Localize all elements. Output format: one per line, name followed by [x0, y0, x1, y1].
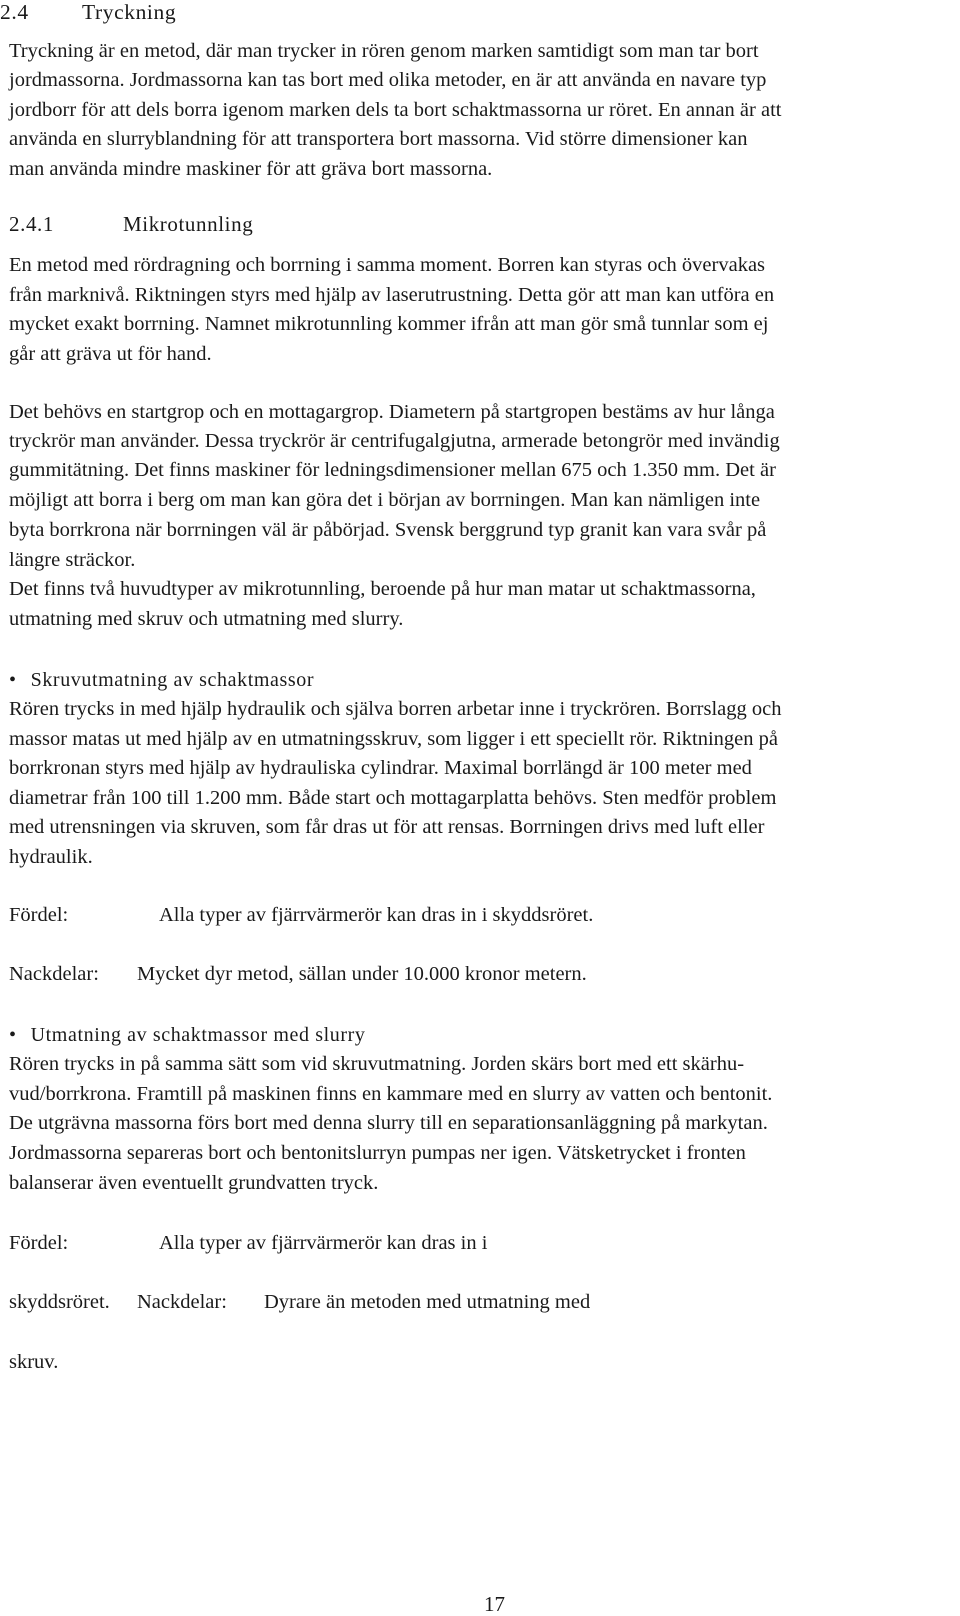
- nackdel-label: Nackdelar:: [137, 1291, 227, 1313]
- text-line: diametrar från 100 till 1.200 mm. Både start och mottagarplatta behövs. Sten medför problem: [9, 787, 777, 809]
- subsection-heading: [9, 212, 254, 236]
- text-line: massor matas ut med hjälp av en utmatningsskruv, som ligger i ett speciellt rör. Riktningen på: [9, 728, 778, 750]
- text-line: En metod med rördragning och borrning i samma moment. Borren kan styras och övervakas: [9, 254, 766, 276]
- nackdel-continuation: skruv.: [9, 1351, 59, 1373]
- fordel-text: Alla typer av fjärrvärmerör kan dras in i skyddsröret.: [159, 904, 594, 926]
- text-line: mycket exakt borrning. Namnet mikrotunnling kommer ifrån att man gör små tunnlar som ej: [9, 313, 769, 335]
- text-line: Det finns två huvudtyper av mikrotunnling, beroende på hur man matar ut schaktmassorna,: [9, 578, 756, 600]
- text-line: jordmassorna. Jordmassorna kan tas bort med olika metoder, en är att använda en navare typ: [9, 69, 767, 91]
- fordel-continuation: skyddsröret.: [9, 1291, 110, 1313]
- bullet-icon: •: [9, 669, 17, 691]
- section-heading: [0, 0, 177, 24]
- text-line: Jordmassorna separeras bort och bentonitslurryn pumpas ner igen. Vätsketrycket i fronten: [9, 1142, 746, 1164]
- fordel-label: Fördel:: [9, 1232, 69, 1254]
- text-line: möjligt att borra i berg om man kan göra det i början av borrningen. Man kan nämligen inte: [9, 489, 761, 511]
- text-line: gummitätning. Det finns maskiner för ledningsdimensioner mellan 675 och 1.350 mm. Det är: [9, 459, 776, 481]
- section-number: 2.4: [0, 0, 29, 24]
- text-line: Tryckning är en metod, där man trycker in rören genom marken samtidigt som man tar bort: [9, 40, 759, 62]
- text-line: utmatning med skruv och utmatning med slurry.: [9, 608, 404, 630]
- text-line: vud/borrkrona. Framtill på maskinen finns en kammare med en slurry av vatten och bentonit.: [9, 1083, 773, 1105]
- text-line: tryckrör man använder. Dessa tryckrör är centrifugalgjutna, armerade betongrör med invändig: [9, 430, 780, 452]
- section-title: Tryckning: [82, 0, 177, 24]
- bullet-title: Skruvutmatning av schaktmassor: [30, 669, 315, 691]
- text-line: Rören trycks in med hjälp hydraulik och själva borren arbetar inne i tryckrören. Borrslagg och: [9, 698, 782, 720]
- fordel-text: Alla typer av fjärrvärmerör kan dras in i: [159, 1232, 488, 1254]
- text-line: byta borrkrona när borrningen väl är påbörjad. Svensk berggrund typ granit kan vara svår på: [9, 519, 767, 541]
- text-line: De utgrävna massorna förs bort med denna slurry till en separationsanläggning på markytan.: [9, 1112, 768, 1134]
- text-line: borrkronan styrs med hjälp av hydrauliska cylindrar. Maximal borrlängd är 100 meter med: [9, 757, 752, 779]
- nackdel-label: Nackdelar:: [9, 963, 99, 985]
- text-line: från marknivå. Riktningen styrs med hjälp av laserutrustning. Detta gör att man kan utföra en: [9, 284, 775, 306]
- text-line: balanserar även eventuellt grundvatten tryck.: [9, 1172, 379, 1194]
- page-number: 17: [484, 1592, 505, 1616]
- text-line: Rören trycks in på samma sätt som vid skruvutmatning. Jorden skärs bort med ett skärhu-: [9, 1053, 745, 1075]
- text-line: använda en slurryblandning för att transportera bort massorna. Vid större dimensioner kan: [9, 128, 748, 150]
- fordel-label: Fördel:: [9, 904, 69, 926]
- text-line: jordborr för att dels borra igenom marken dels ta bort schaktmassorna ur röret. En annan är att: [9, 99, 782, 121]
- subsection-number: 2.4.1: [9, 212, 54, 236]
- bullet-icon: •: [9, 1024, 17, 1046]
- text-line: går att gräva ut för hand.: [9, 343, 212, 365]
- bullet-heading-slurry: [9, 1025, 365, 1045]
- subsection-title: Mikrotunnling: [123, 212, 254, 236]
- text-line: man använda mindre maskiner för att gräva bort massorna.: [9, 158, 493, 180]
- text-line: med utrensningen via skruven, som får dras ut för att rensas. Borrningen drivs med luft eller: [9, 816, 765, 838]
- text-line: hydraulik.: [9, 846, 93, 868]
- nackdel-text: Mycket dyr metod, sällan under 10.000 kronor metern.: [137, 963, 587, 985]
- bullet-title: Utmatning av schaktmassor med slurry: [30, 1024, 366, 1046]
- text-line: Det behövs en startgrop och en mottagargrop. Diametern på startgropen bestäms av hur långa: [9, 401, 775, 423]
- text-line: längre sträckor.: [9, 549, 136, 571]
- nackdel-text: Dyrare än metoden med utmatning med: [264, 1291, 591, 1313]
- bullet-heading-skruvutmatning: [9, 670, 314, 690]
